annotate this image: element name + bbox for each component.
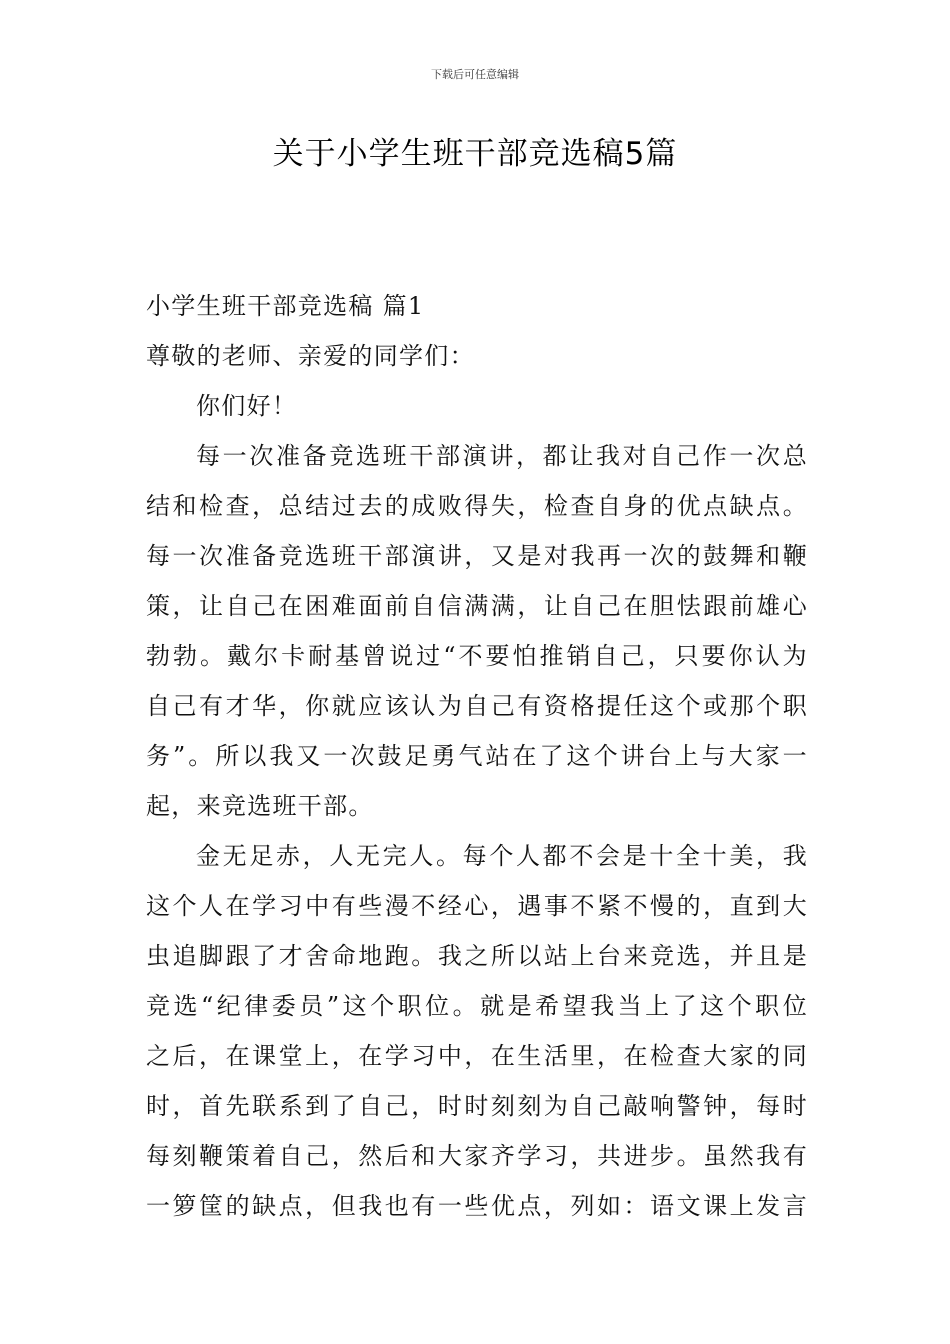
paragraph-line: 之后，在课堂上，在学习中，在生活里，在检查大家的同 <box>146 1042 808 1070</box>
paragraph-line: 竞选“纪律委员”这个职位。就是希望我当上了这个职位 <box>146 992 808 1020</box>
paragraph-line: 务”。所以我又一次鼓足勇气站在了这个讲台上与大家一 <box>146 742 808 770</box>
document-body <box>146 281 808 1231</box>
header-note: 下载后可任意编辑 <box>431 68 519 81</box>
salutation: 尊敬的老师、亲爱的同学们： <box>146 342 475 370</box>
paragraph-line: 起，来竞选班干部。 <box>146 792 374 820</box>
paragraph-line: 虫追脚跟了才舍命地跑。我之所以站上台来竞选，并且是 <box>146 942 808 970</box>
paragraph-line: 这个人在学习中有些漫不经心，遇事不紧不慢的，直到大 <box>146 892 808 920</box>
paragraph-line: 时，首先联系到了自己，时时刻刻为自己敲响警钟，每时 <box>146 1092 808 1120</box>
paragraph-1 <box>146 431 808 831</box>
paragraph-2 <box>146 831 808 1231</box>
paragraph-line: 每刻鞭策着自己，然后和大家齐学习，共进步。虽然我有 <box>146 1142 808 1170</box>
greeting: 你们好！ <box>196 392 298 420</box>
paragraph-line: 策，让自己在困难面前自信满满，让自己在胆怯跟前雄心 <box>146 592 808 620</box>
paragraph-line: 金无足赤，人无完人。每个人都不会是十全十美，我 <box>196 842 808 870</box>
document-title: 关于小学生班干部竞选稿5篇 <box>272 136 678 172</box>
paragraph-line: 自己有才华，你就应该认为自己有资格提任这个或那个职 <box>146 692 808 720</box>
paragraph-line: 结和检查，总结过去的成败得失，检查自身的优点缺点。 <box>146 492 808 520</box>
section-heading: 小学生班干部竞选稿 篇1 <box>146 292 425 320</box>
paragraph-line: 每一次准备竞选班干部演讲，都让我对自己作一次总 <box>196 442 808 470</box>
paragraph-line: 一箩筐的缺点，但我也有一些优点，列如：语文课上发言 <box>146 1192 808 1220</box>
paragraph-line: 勃勃。戴尔卡耐基曾说过“不要怕推销自己，只要你认为 <box>146 642 808 670</box>
paragraph-line: 每一次准备竞选班干部演讲，又是对我再一次的鼓舞和鞭 <box>146 542 808 570</box>
